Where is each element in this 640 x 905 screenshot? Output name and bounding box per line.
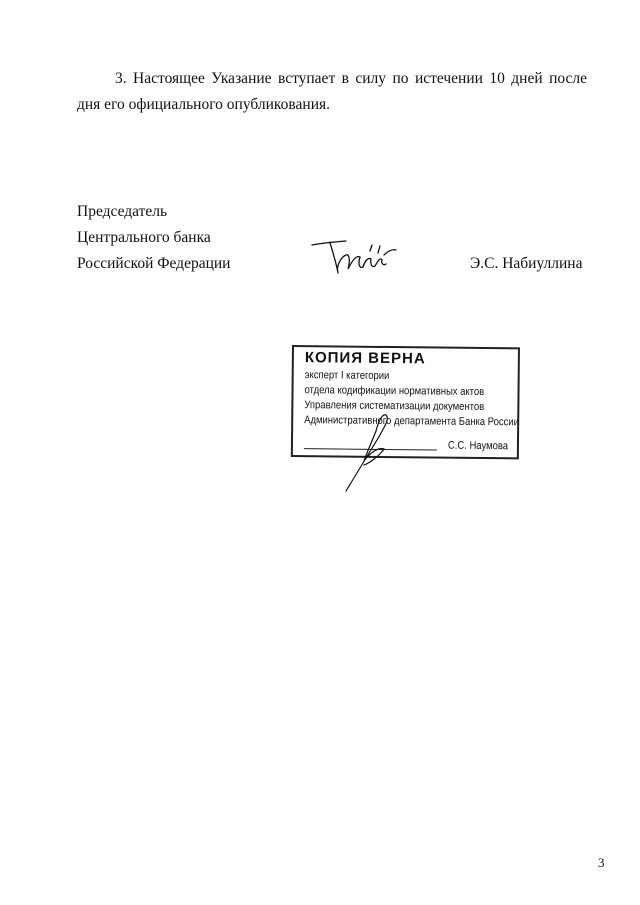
page-number: 3: [598, 855, 605, 870]
stamp-line-position: эксперт I категории: [304, 369, 390, 383]
stamp-heading: КОПИЯ ВЕРНА: [304, 349, 426, 368]
signatory-title-line3: Российской Федерации: [77, 255, 231, 272]
paragraph-3: 3. Настоящее Указание вступает в силу по истечении 10 дней после дня его официального опубликования.: [77, 70, 587, 113]
signatory-title-line2: Центрального банка: [77, 229, 211, 246]
stamp-certifier-name: С.С. Наумова: [447, 439, 509, 453]
signatory-title-line1: Председатель: [77, 203, 168, 220]
stamp-handwritten-signature: [340, 405, 400, 495]
signatory-name: Э.С. Набиуллина: [470, 255, 583, 272]
handwritten-signature: [308, 233, 398, 278]
stamp-line-directorate: Управления систематизации документов: [304, 399, 485, 414]
stamp-line-administration: Административного департамента Банка России: [304, 414, 519, 429]
stamp-line-department: отдела кодификации нормативных актов: [304, 384, 485, 399]
certified-copy-stamp: [291, 345, 520, 459]
